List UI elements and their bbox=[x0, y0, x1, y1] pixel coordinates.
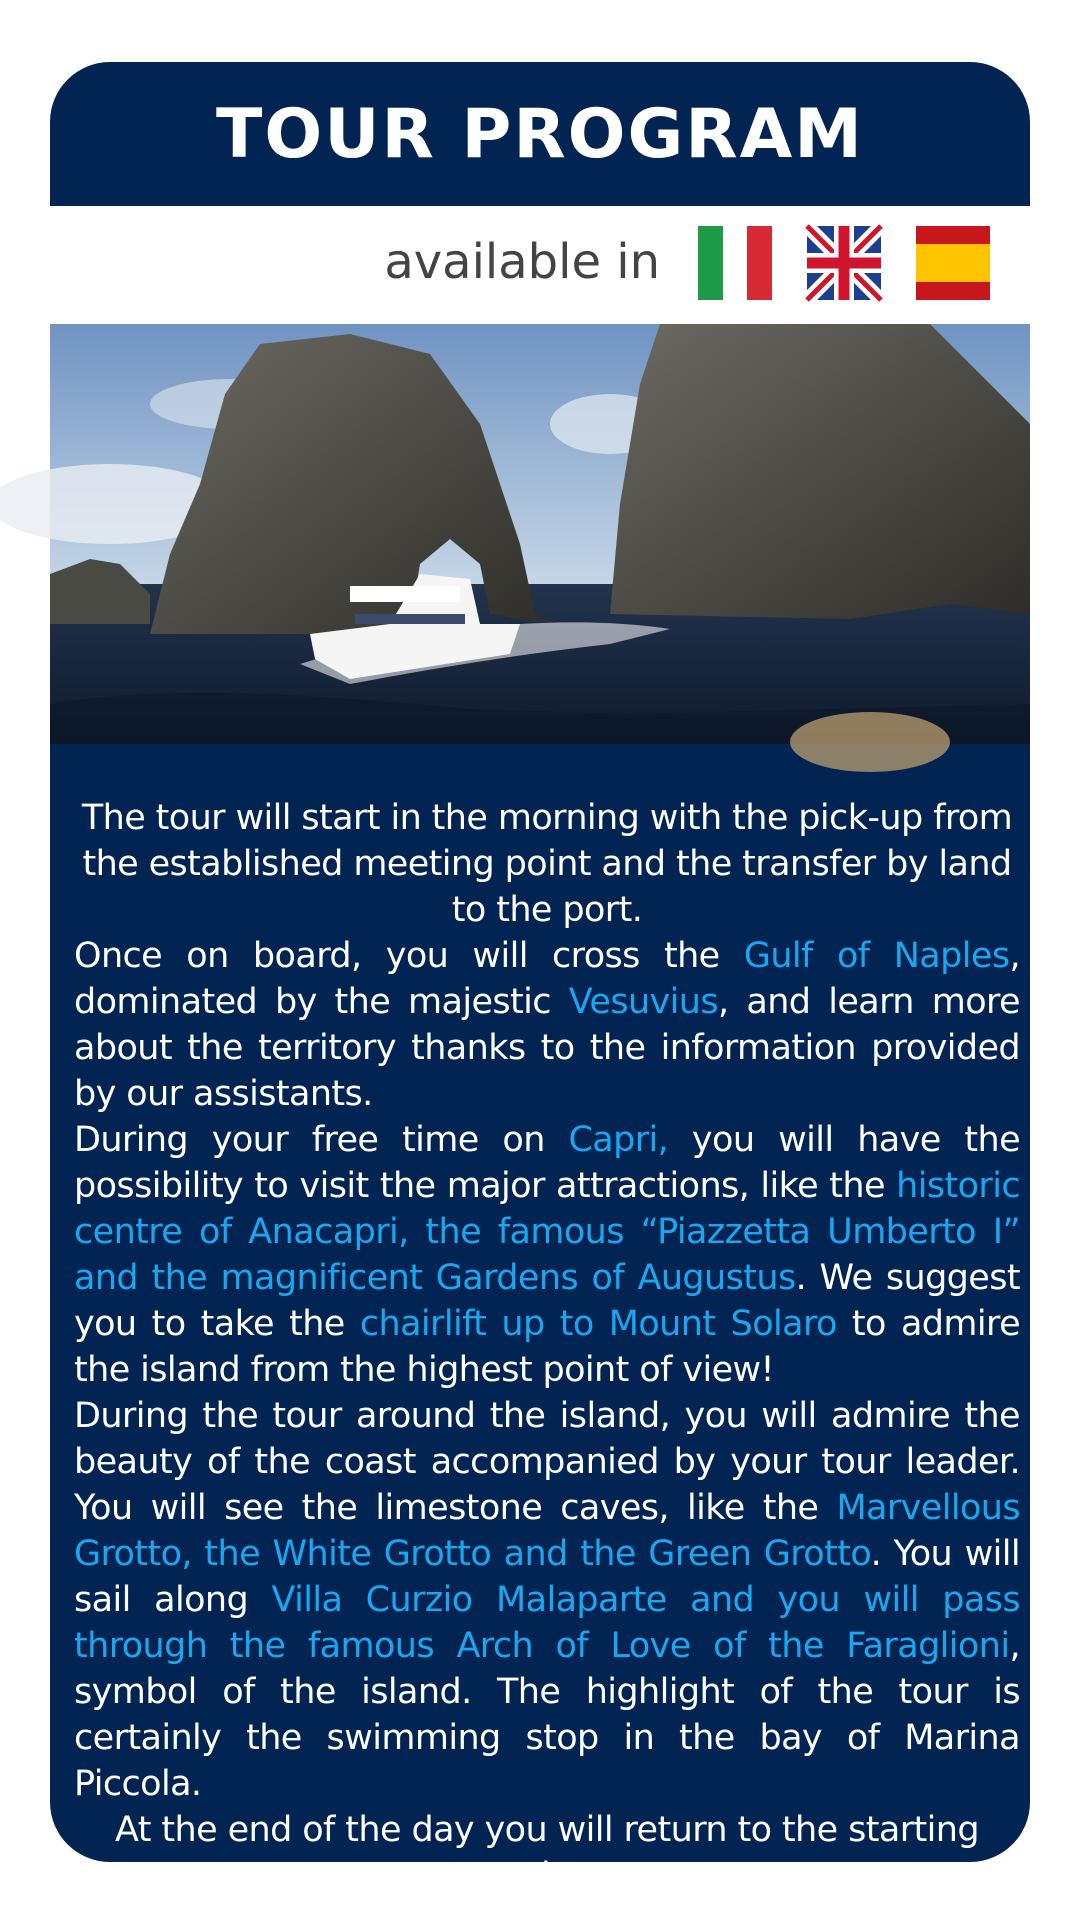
link-grottoes: Marvellous Grotto, the White Grotto and the Green Grotto bbox=[74, 1488, 1020, 1574]
tour-description bbox=[74, 795, 1020, 1899]
italy-flag-icon bbox=[698, 226, 772, 300]
link-gulf-of-naples: Gulf of Naples bbox=[743, 936, 1010, 976]
spain-flag-icon bbox=[916, 226, 990, 300]
link-capri: Capri, bbox=[568, 1120, 669, 1160]
link-anacapri-attractions: historic centre of Anacapri, the famous “Piazzetta Umberto I” and the magnificent Gardens of Augustus bbox=[74, 1166, 1020, 1298]
availability-label: available in bbox=[384, 234, 660, 290]
header-bar bbox=[50, 62, 1030, 206]
tour-program-card bbox=[50, 62, 1030, 1896]
paragraph-pickup: The tour will start in the morning with the pick-up from the established meeting point and the transfer by land to the port. bbox=[81, 798, 1013, 930]
link-vesuvius: Vesuvius bbox=[568, 982, 718, 1022]
paragraph-island-tour: During the tour around the island, you will admire the beauty of the coast accompanied by your tour leader. You will see the limestone caves, like the Marvellous Grotto, the White Grotto and the Green Grotto. You will sail along Villa Curzio Malaparte and you will pass through the famous Arch of Love of the Faraglioni, symbol of the island. The highlight of the tour is certainly the swimming stop in the bay of Marina Piccola. bbox=[74, 1396, 1020, 1804]
paragraph-crossing: Once on board, you will cross the Gulf of Naples, dominated by the majestic Vesuvius, and learn more about the territory thanks to the information provided by our assistants. bbox=[74, 936, 1020, 1114]
capri-faraglioni-boat-photo bbox=[50, 324, 1030, 744]
paragraph-return: At the end of the day you will return to the starting point. bbox=[115, 1810, 979, 1896]
uk-flag-icon bbox=[807, 226, 881, 300]
link-chairlift-mount-solaro: chairlift up to Mount Solaro bbox=[359, 1304, 837, 1344]
link-villa-malaparte: Villa Curzio Malaparte and you will pass through the famous Arch of Love of the Faraglioni bbox=[74, 1580, 1020, 1666]
paragraph-capri: During your free time on Capri, you will have the possibility to visit the major attractions, like the historic centre of Anacapri, the famous “Piazzetta Umberto I” and the magnificent Gardens of Augustus. We suggest you to take the chairlift up to Mount Solaro to admire the island from the highest point of view! bbox=[74, 1120, 1020, 1390]
availability-band bbox=[50, 206, 1030, 324]
page-title: TOUR PROGRAM bbox=[216, 94, 864, 174]
